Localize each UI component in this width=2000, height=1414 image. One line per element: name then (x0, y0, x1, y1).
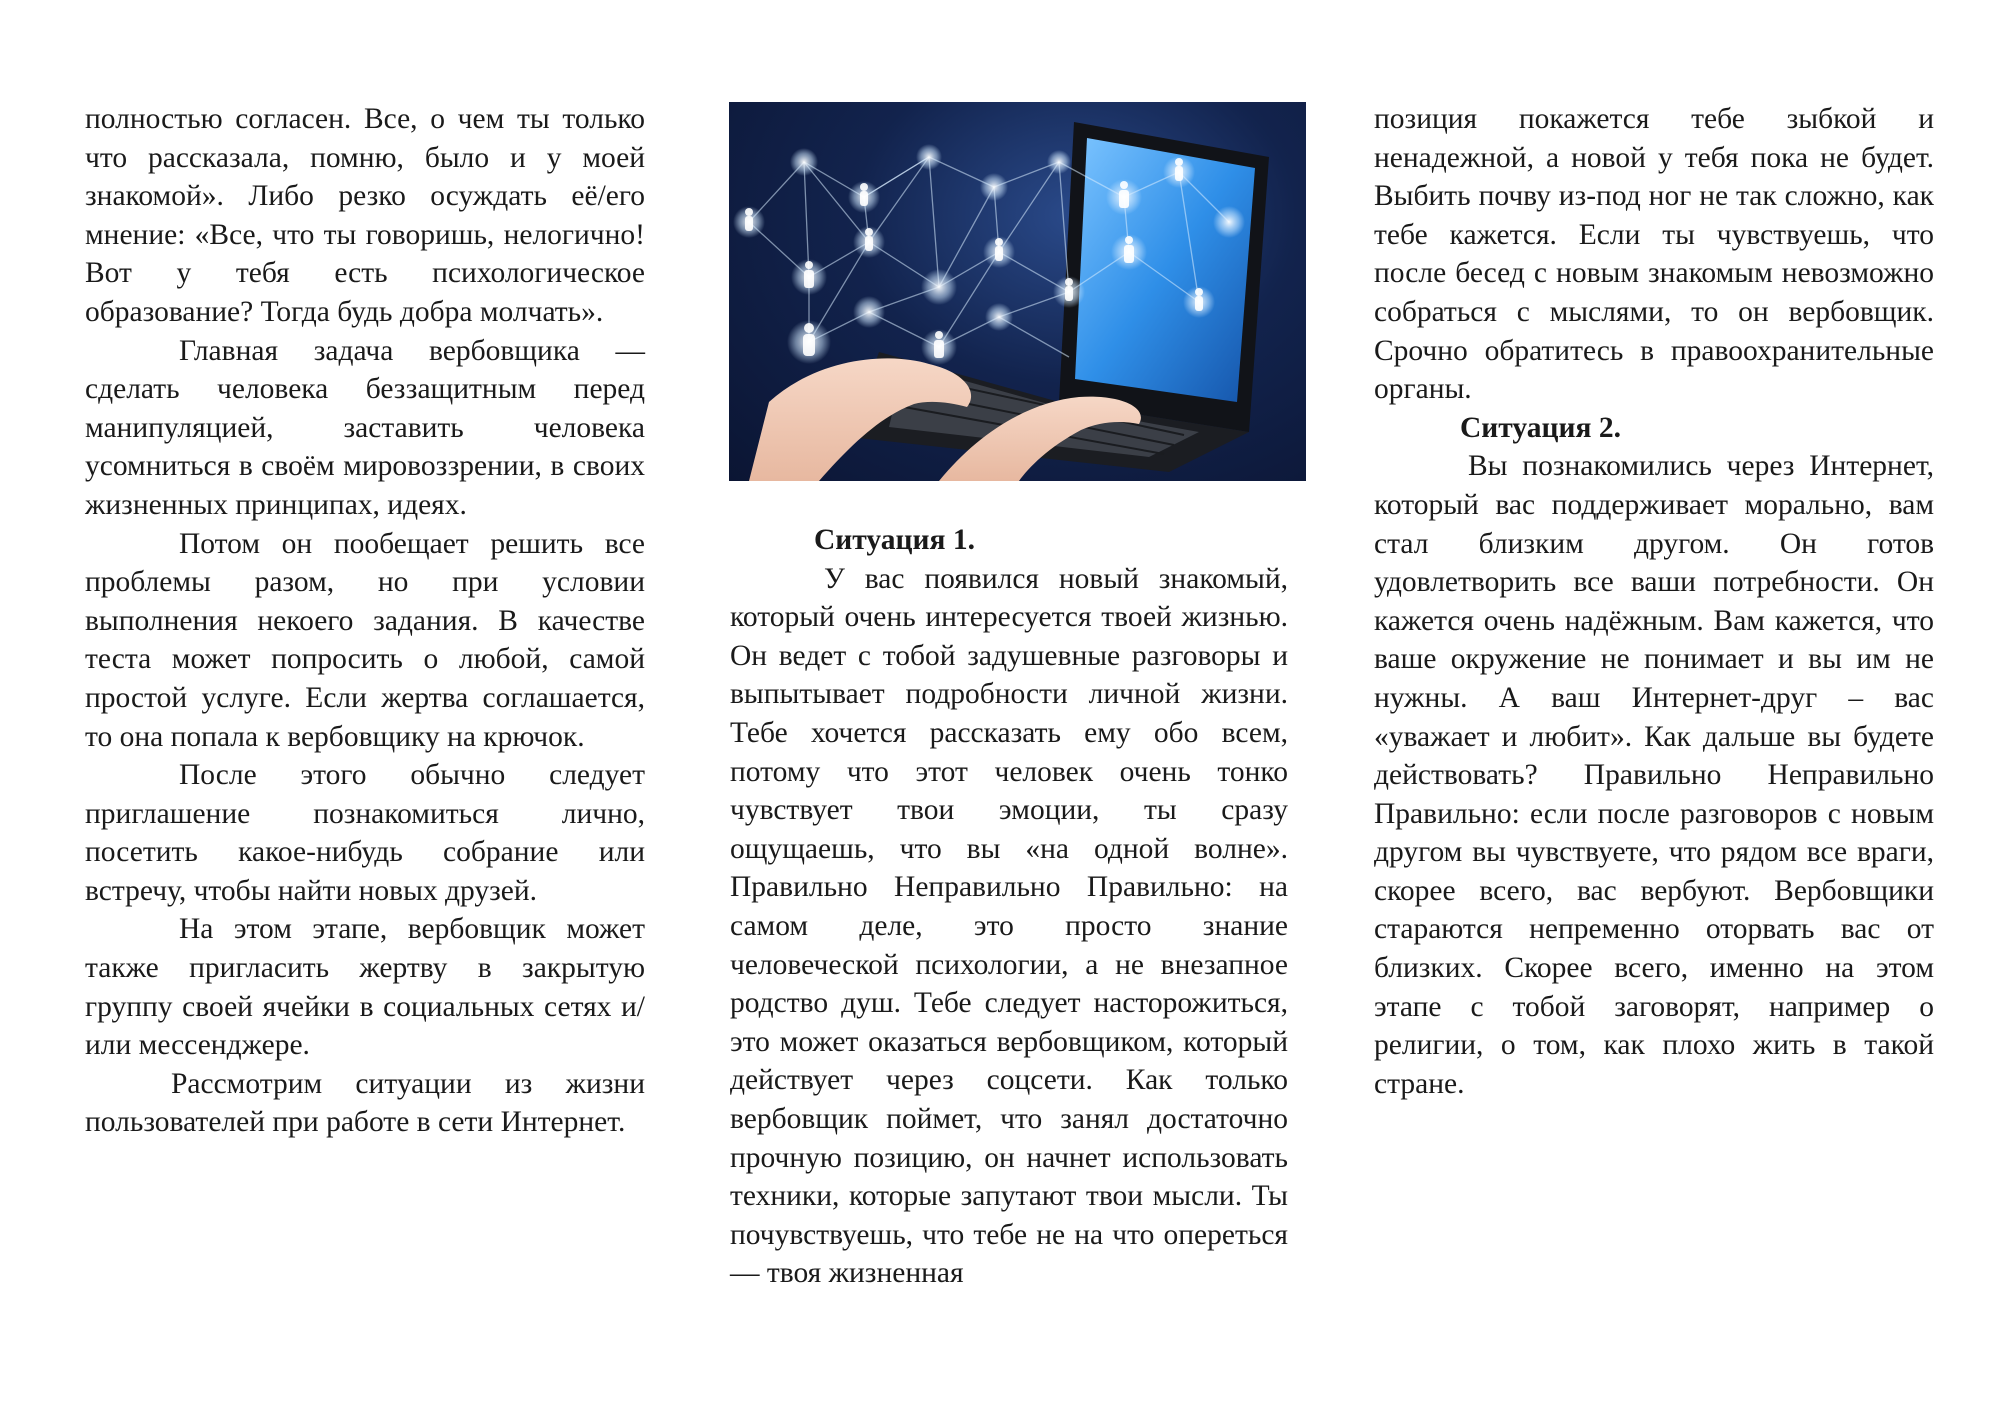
paragraph: Главная задача вербовщика — сделать человека беззащитным перед манипуляцией, заставить человека усомниться в своём мировоззрении, в своих жизненных принципах, идеях. (85, 334, 645, 521)
paragraph: позиция покажется тебе зыбкой и ненадежной, а новой у тебя пока не будет. Выбить почву из-под ног не так сложно, как тебе кажется. Если ты чувствуешь, что после бесед с новым знакомым невозможно собраться с мыслями, то он вербовщик. Срочно обратитесь в правоохранительные органы. (1374, 103, 1934, 406)
laptop-network-icon (729, 102, 1306, 481)
column-middle (730, 521, 1288, 1293)
paragraph: полностью согласен. Все, о чем ты только что рассказала, помню, было и у моей знакомой». Либо резко осуждать её/его мнение: «Все, что ты говоришь, нелогично! Вот у тебя есть психологическое образование? Тогда будь добра молчать». (85, 103, 645, 328)
column-right (1374, 100, 1934, 1103)
paragraph: После этого обычно следует приглашение познакомиться лично, посетить какое-нибудь собрание или встречу, чтобы найти новых друзей. (85, 759, 645, 907)
paragraph: Потом он пообещает решить все проблемы разом, но при условии выполнения некоего задания. В качестве теста может попросить о любой, самой простой услуге. Если жертва соглашается, то она попала к вербовщику на крючок. (85, 527, 645, 753)
paragraph: На этом этапе, вербовщик может также пригласить жертву в закрытую группу своей ячейки в социальных сетях и/или мессенджере. (85, 913, 645, 1062)
paragraph: Вы познакомились через Интернет, который вас поддерживает морально, вам стал близким другом. Он готов удовлетворить все ваши потребности. Он кажется очень надёжным. Вам кажется, что ваше окружение не понимает и вы им не нужны. А ваш Интернет-друг – вас «уважает и любит». Как дальше вы будете действовать? Правильно Неправильно Правильно: если после разговоров с новым другом вы чувствуете, что рядом все враги, скорее всего, вас вербуют. Вербовщики стараются непременно оторвать вас от близких. Скорее всего, именно на этом этапе с тобой заговорят, например о религии, о том, как плохо жить в такой стране. (1374, 450, 1934, 1100)
column-left (85, 100, 645, 1142)
situation-2-heading: Ситуация 2. (1460, 411, 1621, 444)
paragraph: Рассмотрим ситуации из жизни пользователей при работе в сети Интернет. (85, 1067, 645, 1139)
paragraph: У вас появился новый знакомый, который очень интересуется твоей жизнью. Он ведет с тобой задушевные разговоры и выпытывает подробности личной жизни. Тебе хочется рассказать ему обо всем, потому что этот человек очень тонко чувствует твои эмоции, ты сразу ощущаешь, что вы «на одной волне». Правильно Неправильно Правильно: на самом деле, это просто знание человеческой психологии, а не внезапное родство душ. Тебе следует насторожиться, это может оказаться вербовщиком, который действует через соцсети. Как только вербовщик поймет, что занял достаточно прочную позицию, он начнет использовать техники, которые запутают твои мысли. Ты почувствуешь, что тебе не на что опереться — твоя жизненная (730, 562, 1288, 1290)
situation-1-heading: Ситуация 1. (814, 524, 975, 556)
